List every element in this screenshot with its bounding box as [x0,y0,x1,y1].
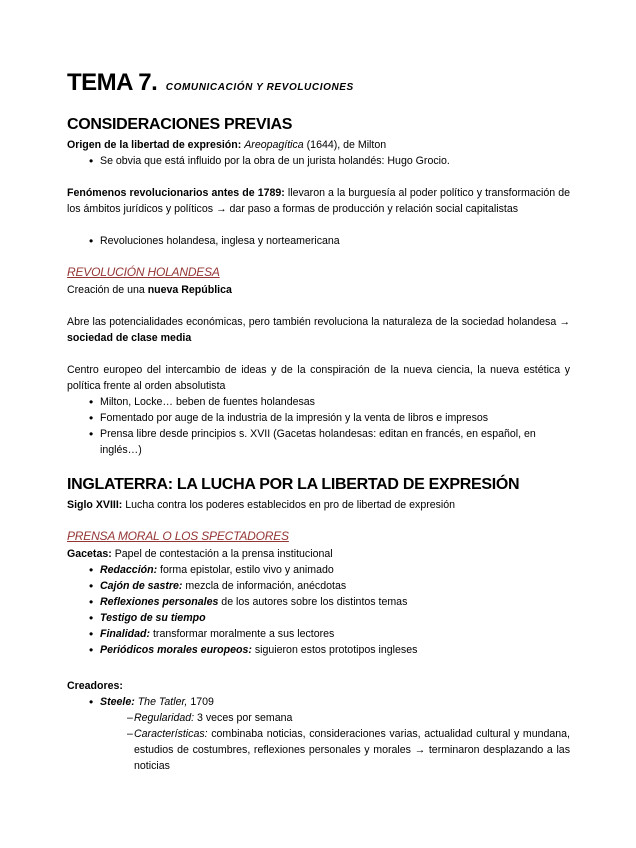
list-item [134,710,570,726]
title-subtitle: COMUNICACIÓN Y REVOLUCIONES [165,82,354,93]
item-term: Periódicos morales europeos: [100,644,252,656]
item-text: mezcla de información, anécdotas [182,580,347,592]
fenomenos-list [100,233,570,249]
item-text: forma epistolar, estilo vivo y animado [157,564,334,576]
siglo-line [67,497,570,513]
list-item [134,726,570,774]
steele-details [134,710,570,774]
item-term: Finalidad: [100,628,151,640]
page-title [67,68,354,103]
gacetas-line [67,546,570,562]
siglo-label: Siglo XVIII: [67,499,123,511]
list-item [100,610,570,626]
detail-text: combinaba noticias, consideraciones varias, actualidad cultural y mundana, estudios de costumbres, reflexiones personales y morales → terminaron desplazando a las noticias [134,728,570,772]
heading-revolucion-holandesa: REVOLUCIÓN HOLANDESA [67,265,220,279]
gacetas-text: Papel de contestación a la prensa institucional [111,548,333,560]
holanda-line1-pre: Creación de una [67,284,148,296]
fenomenos-label: Fenómenos revolucionarios antes de 1789: [67,187,285,199]
holanda-line1-bold: nueva República [147,284,232,296]
detail-term: Regularidad: [134,712,195,724]
origin-line [67,137,570,153]
item-term: Reflexiones personales [100,596,219,608]
fenomenos-paragraph [67,185,570,217]
holanda-line1 [67,282,570,298]
list-item: • Se obvia que está influido por la obra de un jurista holandés: Hugo Grocio. [100,153,570,169]
creadores-heading: Creadores: [67,680,123,692]
creadores-label [67,678,570,694]
detail-term: Características: [134,728,208,740]
list-item [100,642,570,658]
item-text: transformar moralmente a sus lectores [150,628,335,640]
list-item [100,562,570,578]
item-term: Redacción: [100,564,158,576]
steele-work: The Tatler, [137,696,188,708]
list-item: • Milton, Locke… beben de fuentes holandesas [100,394,570,410]
siglo-text: Lucha contra los poderes establecidos en pro de libertad de expresión [122,499,456,511]
origin-label: Origen de la libertad de expresión: [67,139,242,151]
creadores-list [100,694,570,710]
item-text: siguieron estos prototipos ingleses [251,644,418,656]
gacetas-label: Gacetas: [67,548,112,560]
heading-inglaterra: INGLATERRA: LA LUCHA POR LA LIBERTAD DE EXPRESIÓN [67,476,520,493]
list-item [100,594,570,610]
list-item: • Prensa libre desde principios s. XVII (Gacetas holandesas: editan en francés, en español, en inglés…) [100,426,570,458]
steele-name: Steele: [100,696,135,708]
fenomenos-text: llevaron a la burguesía al poder político y transformación de los ámbitos jurídicos y políticos → dar paso a formas de producción y relación social capitalistas [67,187,570,215]
list-item [100,694,570,710]
origin-work: Areopagítica [244,139,304,151]
holanda-paragraph-2 [67,314,570,346]
heading-prensa-moral: PRENSA MORAL O LOS SPECTADORES [67,529,289,543]
list-item [100,626,570,642]
holanda-p2-bold: sociedad de clase media [67,332,192,344]
origin-list [100,153,570,169]
list-item: • Revoluciones holandesa, inglesa y norteamericana [100,233,570,249]
list-item: • Fomentado por auge de la industria de la impresión y la venta de libros e impresos [100,410,570,426]
list-item [100,578,570,594]
title-main: TEMA 7. [67,69,158,96]
detail-text: 3 veces por semana [194,712,293,724]
steele-year: 1709 [187,696,214,708]
item-text: de los autores sobre los distintos temas [218,596,408,608]
holanda-p2-text: Abre las potencialidades económicas, pero también revoluciona la naturaleza de la sociedad holandesa → [67,316,570,328]
item-term: Cajón de sastre: [100,580,183,592]
heading-consideraciones: CONSIDERACIONES PREVIAS [67,116,293,133]
prensa-list [100,562,570,658]
holanda-paragraph-3: Centro europeo del intercambio de ideas y de la conspiración de la nueva ciencia, la nueva estética y política frente al orden absolutista [67,364,570,392]
origin-rest: (1644), de Milton [303,139,387,151]
item-term: Testigo de su tiempo [100,612,206,624]
holanda-list [100,394,570,458]
